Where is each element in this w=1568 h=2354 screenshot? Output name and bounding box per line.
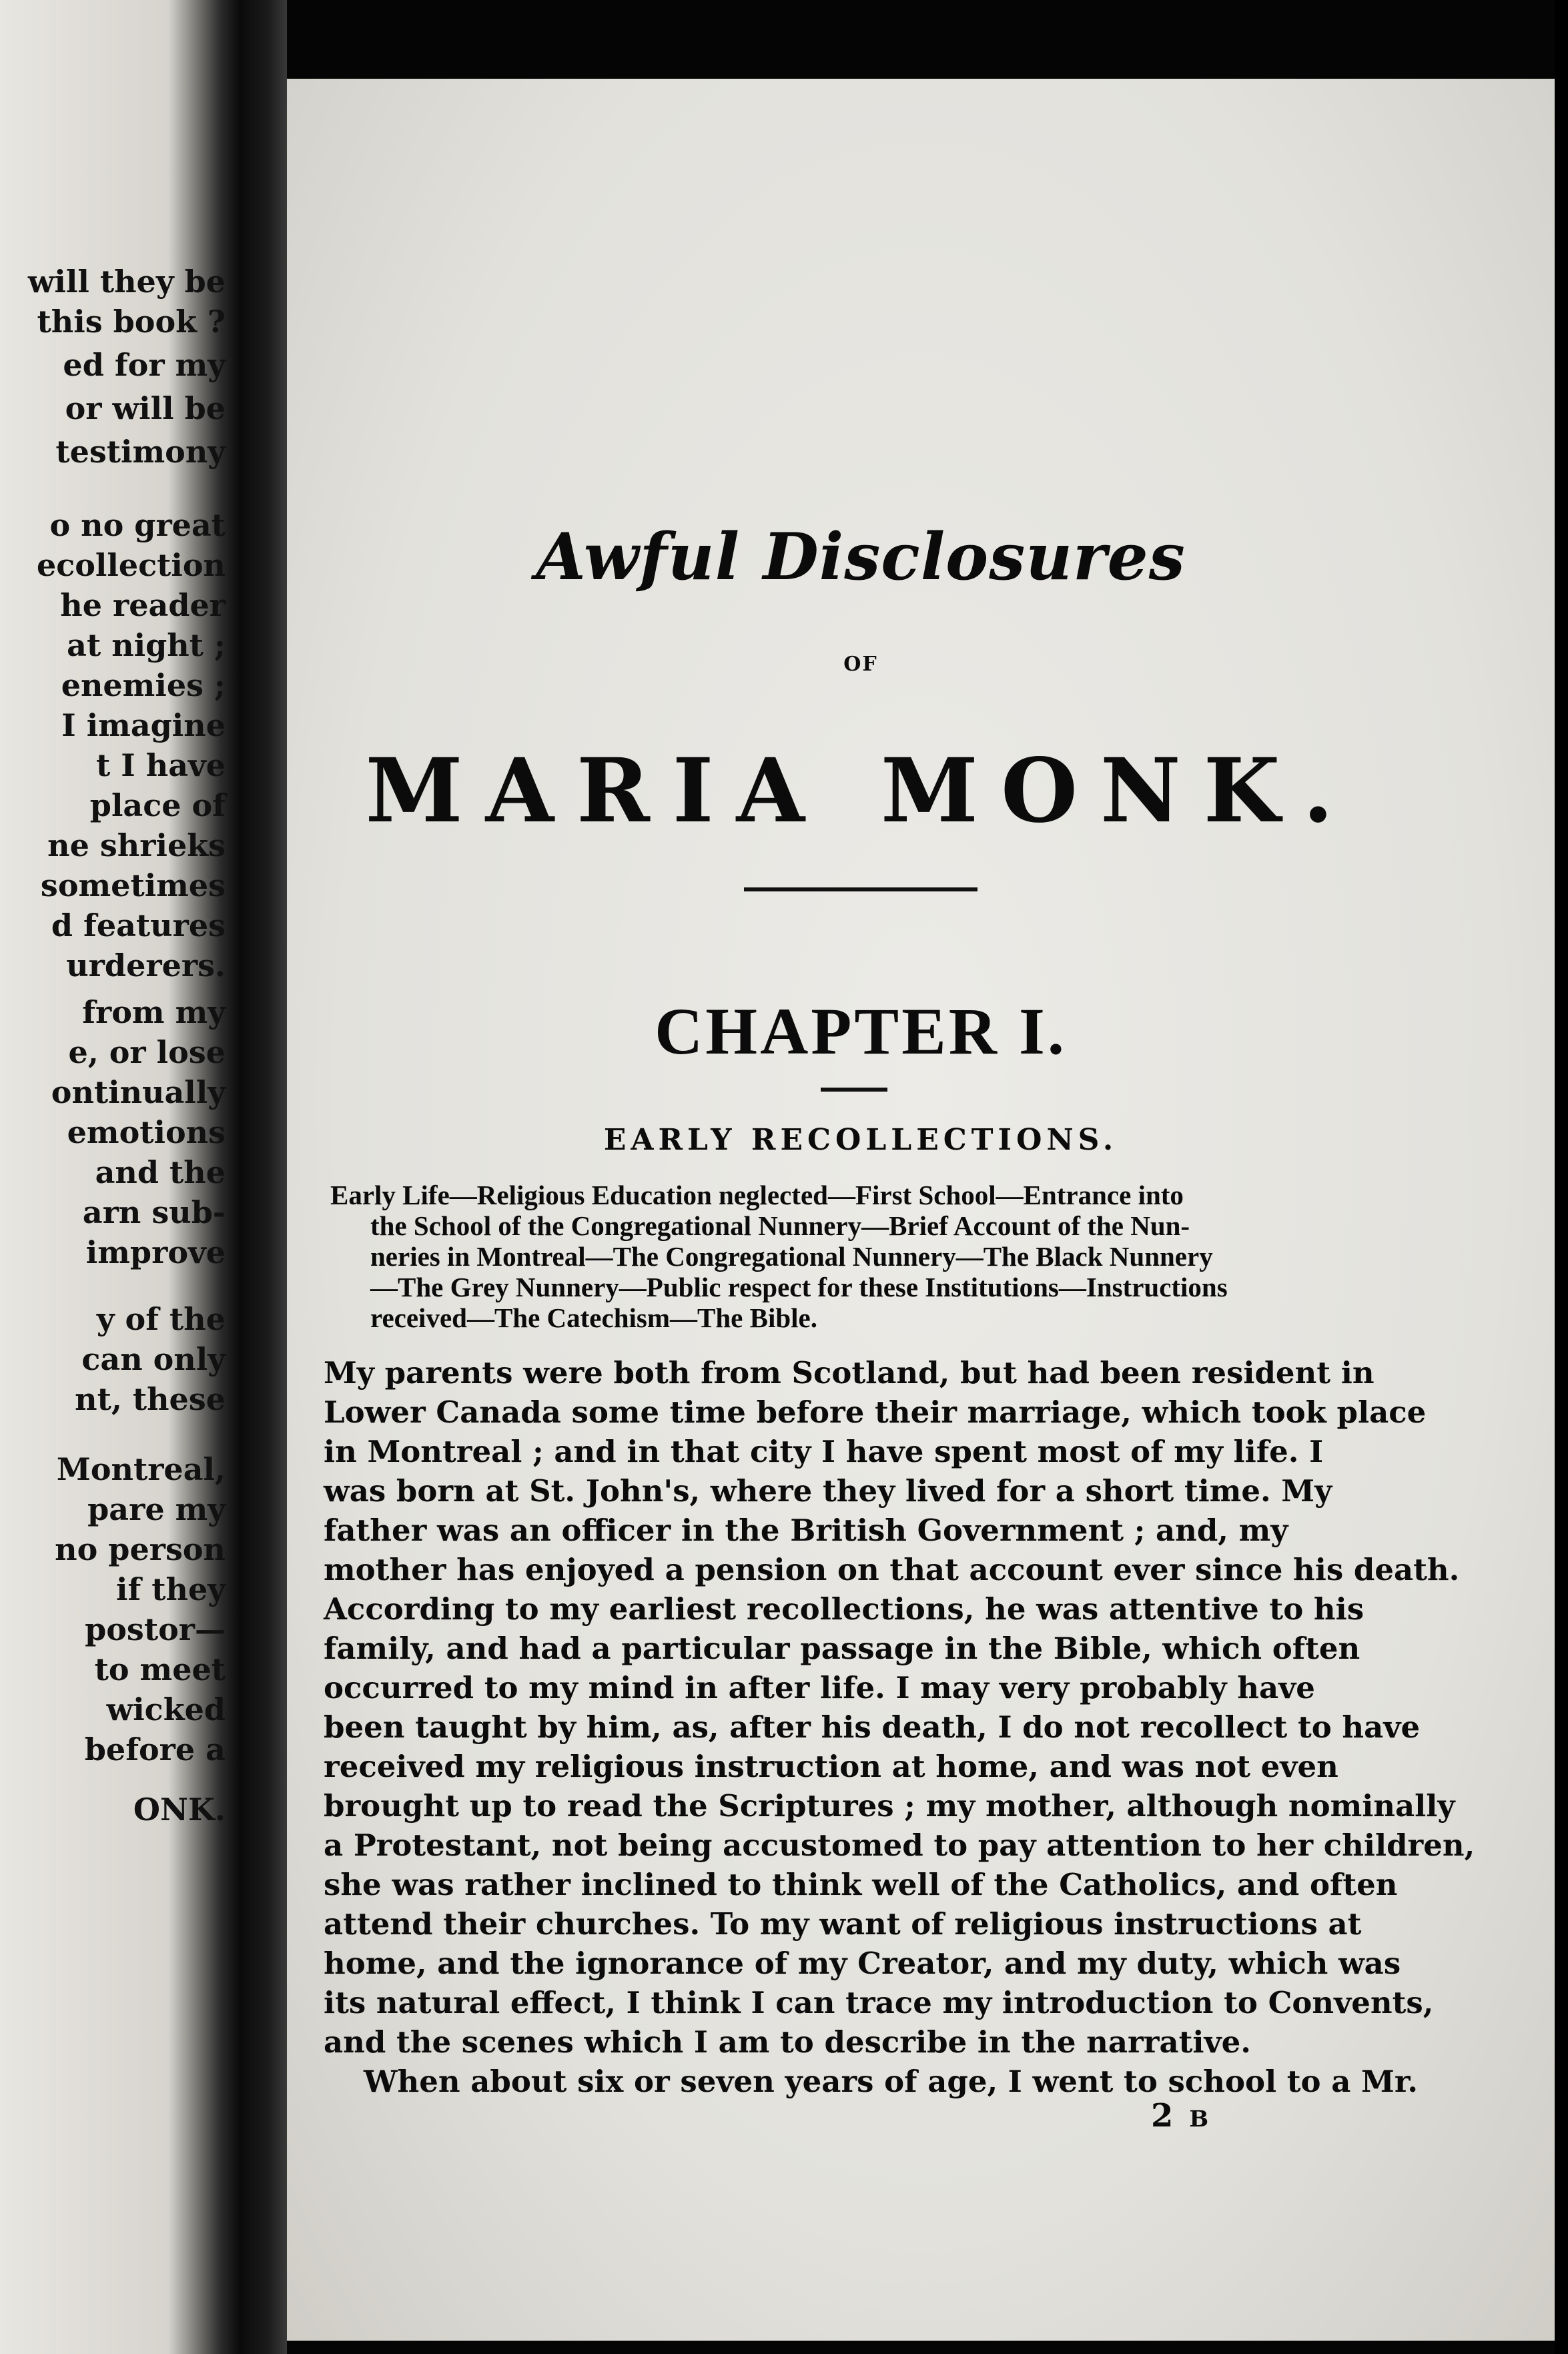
left-page-line: no person bbox=[55, 1531, 226, 1567]
synopsis-line: received—The Catechism—The Bible. bbox=[370, 1302, 817, 1333]
left-page-line: enemies ; bbox=[61, 667, 226, 703]
body-line: and the scenes which I am to describe in the narrative. bbox=[324, 2024, 1251, 2060]
left-page-line: ed for my bbox=[63, 347, 226, 383]
title-rule bbox=[744, 887, 977, 891]
left-page-line: nt, these bbox=[75, 1381, 226, 1417]
left-page-line: ecollection bbox=[36, 547, 226, 583]
body-line: was born at St. John's, where they lived for a short time. My bbox=[324, 1473, 1332, 1509]
body-line: she was rather inclined to think well of the Catholics, and often bbox=[324, 1867, 1398, 1902]
body-line: a Protestant, not being accustomed to pay attention to her children, bbox=[324, 1828, 1475, 1863]
signature-number: 2 bbox=[1151, 2097, 1174, 2134]
left-page-line: ONK. bbox=[133, 1792, 226, 1828]
left-page-line: and the bbox=[95, 1154, 226, 1190]
body-line: My parents were both from Scotland, but had been resident in bbox=[324, 1355, 1375, 1391]
body-line: occurred to my mind in after life. I may very probably have bbox=[324, 1670, 1315, 1705]
left-page-line: d features bbox=[51, 907, 226, 943]
left-page-line: Montreal, bbox=[56, 1451, 226, 1487]
body-line: father was an officer in the British Government ; and, my bbox=[324, 1513, 1288, 1548]
left-page-line: I imagine bbox=[61, 707, 226, 743]
left-page-line: ne shrieks bbox=[47, 827, 226, 863]
left-page-line: urderers. bbox=[66, 947, 226, 984]
body-line: its natural effect, I think I can trace my introduction to Convents, bbox=[324, 1985, 1434, 2020]
left-page-line: e, or lose bbox=[68, 1034, 226, 1070]
left-page-line: wicked bbox=[106, 1691, 226, 1727]
chapter-subtitle: EARLY RECOLLECTIONS. bbox=[603, 1123, 1118, 1157]
book-title: Awful Disclosures bbox=[536, 519, 1186, 595]
left-page-line: t I have bbox=[95, 747, 226, 783]
left-page-line: at night ; bbox=[67, 627, 226, 663]
chapter-heading: CHAPTER I. bbox=[655, 994, 1067, 1068]
left-page-line: pare my bbox=[87, 1491, 226, 1527]
left-page-line: ontinually bbox=[51, 1074, 226, 1110]
left-page-line: postor— bbox=[85, 1611, 226, 1647]
left-page-line: arn sub- bbox=[82, 1194, 226, 1230]
author-name: MARIA MONK. bbox=[365, 739, 1356, 843]
main-page bbox=[287, 79, 1555, 2341]
synopsis-line: Early Life—Religious Education neglected—First School—Entrance into bbox=[330, 1180, 1184, 1210]
left-page-line: will they be bbox=[27, 264, 226, 300]
body-line: received my religious instruction at home, and was not even bbox=[324, 1749, 1338, 1784]
of-word: OF bbox=[843, 653, 878, 676]
body-line: According to my earliest recollections, he was attentive to his bbox=[324, 1591, 1364, 1627]
left-page-line: sometimes bbox=[40, 867, 226, 903]
left-facing-page bbox=[0, 0, 240, 2354]
body-line: in Montreal ; and in that city I have spent most of my life. I bbox=[324, 1434, 1324, 1469]
left-page-line: or will be bbox=[65, 390, 226, 426]
signature-letter: B bbox=[1189, 2106, 1209, 2132]
synopsis-line: neries in Montreal—The Congregational Nunnery—The Black Nunnery bbox=[370, 1241, 1213, 1272]
synopsis-line: —The Grey Nunnery—Public respect for these Institutions—Instructions bbox=[370, 1272, 1228, 1302]
chapter-rule bbox=[821, 1088, 887, 1092]
left-page-line: can only bbox=[81, 1341, 226, 1377]
scan-edge bbox=[1555, 0, 1568, 2354]
left-page-line: improve bbox=[85, 1234, 226, 1270]
synopsis-line: the School of the Congregational Nunnery—Brief Account of the Nun- bbox=[370, 1210, 1190, 1241]
body-line: attend their churches. To my want of religious instructions at bbox=[324, 1906, 1362, 1942]
body-line: When about six or seven years of age, I went to school to a Mr. bbox=[364, 2064, 1419, 2099]
left-page-line: testimony bbox=[55, 434, 226, 470]
left-page-line: he reader bbox=[60, 587, 226, 623]
left-page-line: if they bbox=[116, 1571, 226, 1607]
left-page-line: y of the bbox=[96, 1301, 226, 1337]
body-line: Lower Canada some time before their marriage, which took place bbox=[324, 1395, 1427, 1430]
left-page-line: before a bbox=[84, 1731, 226, 1768]
book-gutter bbox=[240, 0, 287, 2354]
signature-mark bbox=[1151, 2097, 1208, 2134]
body-line: been taught by him, as, after his death, I do not recollect to have bbox=[324, 1709, 1421, 1745]
body-line: mother has enjoyed a pension on that account ever since his death. bbox=[324, 1552, 1460, 1587]
body-line: family, and had a particular passage in the Bible, which often bbox=[324, 1631, 1360, 1666]
left-page-line: to meet bbox=[94, 1651, 226, 1687]
body-line: home, and the ignorance of my Creator, and my duty, which was bbox=[324, 1946, 1401, 1981]
body-line: brought up to read the Scriptures ; my mother, although nominally bbox=[324, 1788, 1455, 1824]
body-text bbox=[324, 1353, 1475, 2101]
chapter-synopsis bbox=[324, 1180, 1398, 1333]
left-page-line: o no great bbox=[49, 507, 226, 543]
left-page-line: place of bbox=[89, 787, 226, 823]
left-page-line: this book ? bbox=[37, 304, 226, 340]
left-page-line: emotions bbox=[67, 1114, 226, 1150]
left-page-line: from my bbox=[82, 994, 226, 1030]
